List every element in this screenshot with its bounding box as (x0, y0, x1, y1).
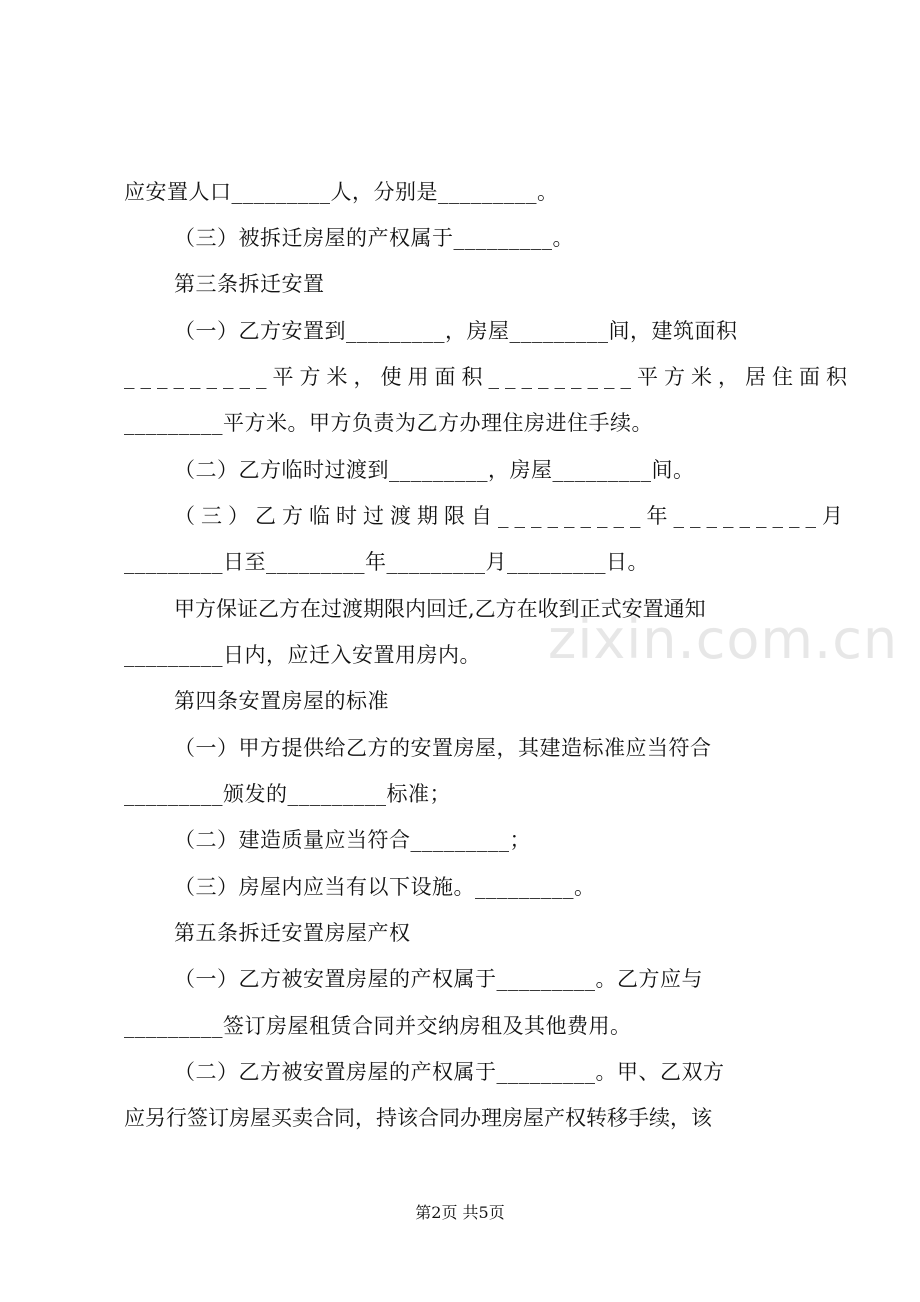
paragraph-line: _________日内，应迁入安置用房内。 (124, 643, 481, 667)
paragraph-line: （三）乙方临时过渡期限自_________年_________月 (174, 504, 849, 528)
paragraph-line: （一）甲方提供给乙方的安置房屋，其建造标准应当符合 (174, 736, 712, 760)
section-heading: 第五条拆迁安置房屋产权 (174, 921, 411, 945)
paragraph-line: 应安置人口_________人，分别是_________。 (124, 180, 559, 204)
paragraph-line: （三）被拆迁房屋的产权属于_________。 (174, 226, 574, 250)
paragraph-line: _________平方米，使用面积_________平方米，居住面积 (124, 365, 853, 389)
section-heading: 第三条拆迁安置 (174, 272, 325, 296)
paragraph-line: 甲方保证乙方在过渡期限内回迁,乙方在收到正式安置通知 (174, 597, 706, 621)
paragraph-line: _________平方米。甲方负责为乙方办理住房进住手续。 (124, 411, 653, 435)
section-heading: 第四条安置房屋的标准 (174, 689, 389, 713)
paragraph-line: （二）乙方被安置房屋的产权属于_________。甲、乙双方 (174, 1060, 725, 1084)
paragraph-line: 应另行签订房屋买卖合同，持该合同办理房屋产权转移手续，该 (124, 1106, 712, 1130)
page-footer: 第2页 共5页 (415, 1203, 505, 1222)
paragraph-line: （二）乙方临时过渡到_________，房屋_________间。 (174, 458, 695, 482)
paragraph-line: _________签订房屋租赁合同并交纳房租及其他费用。 (124, 1014, 632, 1038)
watermark: zixin.com.cn (548, 608, 899, 671)
paragraph-line: （三）房屋内应当有以下设施。_________。 (174, 875, 596, 899)
paragraph-line: （一）乙方安置到_________，房屋_________间，建筑面积 (174, 319, 738, 343)
paragraph-line: _________颁发的_________标准； (124, 782, 451, 806)
paragraph-line: （一）乙方被安置房屋的产权属于_________。乙方应与 (174, 967, 703, 991)
paragraph-line: （二）建造质量应当符合_________； (174, 828, 531, 852)
paragraph-line: _________日至_________年_________月_________日。 (124, 550, 649, 574)
